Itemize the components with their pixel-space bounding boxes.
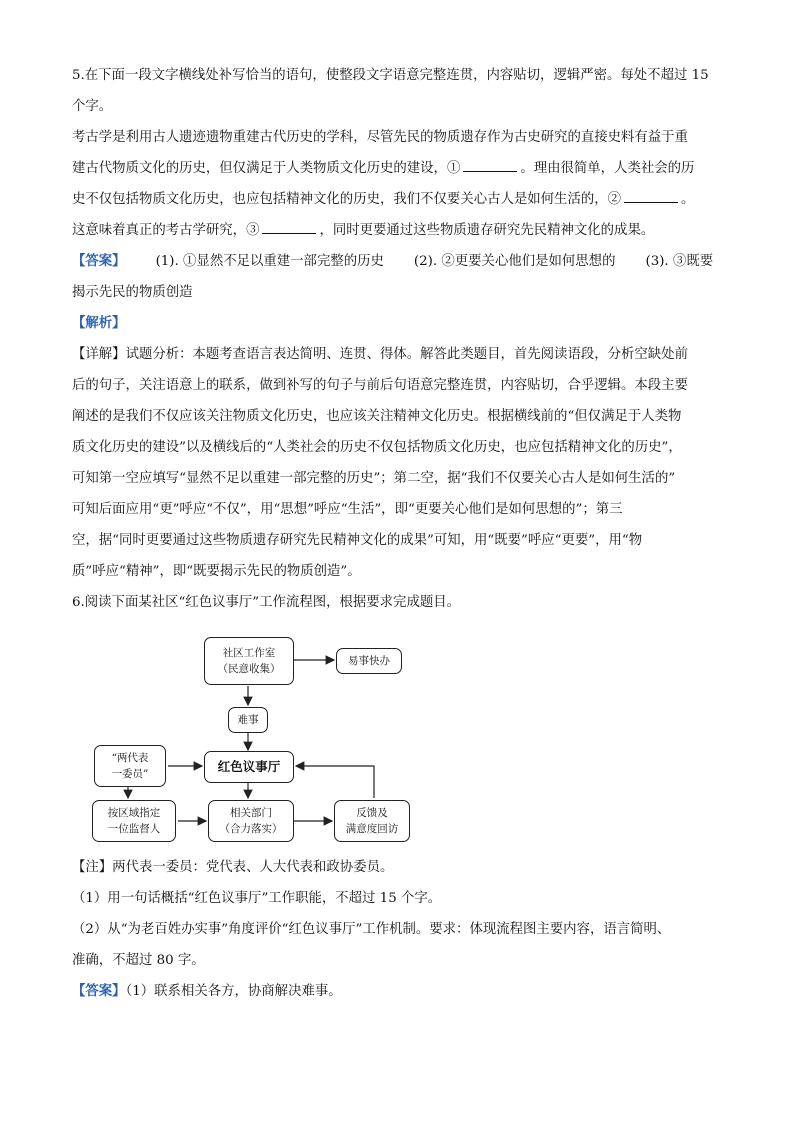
node-feedback: 反馈及 满意度回访 — [334, 800, 410, 842]
answer5-cont: 揭示先民的物质创造 — [72, 285, 193, 300]
blank-line — [624, 190, 678, 203]
blank-marker: ③ — [246, 223, 260, 238]
node-easy: 易事快办 — [336, 648, 402, 674]
answer-1: (1). ①显然不足以重建一部完整的历史 — [155, 254, 384, 269]
answer-2: (2). ②更要关心他们是如何思想的 — [413, 254, 616, 269]
text: 两代表一委员：党代表、人大代表和政协委员。 — [112, 860, 394, 875]
blank-line — [463, 159, 517, 172]
answer-tag: 【答案】 — [72, 983, 126, 999]
detail-tag: 【详解】 — [72, 347, 126, 362]
node-office: 社区工作室 （民意收集） — [204, 637, 294, 685]
q6-answer — [72, 976, 728, 1007]
analysis-line6: 可知后面应用“更”呼应“不仅”，用“思想”呼应“生活”，即“更要关心他们是如何思想的”；第三 — [72, 502, 623, 517]
node-deputies: “两代表 一委员” — [94, 745, 166, 787]
q6-sub2-line2: 准确，不超过 80 字。 — [72, 953, 205, 968]
answer-3: (3). ③既要 — [645, 254, 714, 269]
text: 试题分析：本题考查语言表达简明、连贯、得体。解答此类题目，首先阅读语段，分析空缺处前 — [125, 347, 688, 362]
text: 建古代物质文化的历史，但仅满足于人类物质文化历史的建设， — [72, 161, 447, 176]
page-body — [72, 60, 728, 618]
node-assign: 按区域指定 一位监督人 — [92, 800, 176, 842]
analysis-label: 【解析】 — [72, 315, 126, 331]
q5-passage-line3 — [72, 184, 728, 215]
blank-marker: ① — [446, 161, 461, 176]
answer5-line — [72, 246, 728, 277]
analysis-line1 — [72, 339, 728, 370]
text: 史不仅包括物质文化历史，也应包括精神文化的历史，我们不仅要关心古人是如何生活的， — [72, 192, 608, 207]
blank-marker: ② — [607, 192, 622, 207]
text: 。 — [681, 192, 695, 207]
q5-passage-line2 — [72, 153, 728, 184]
text: 这意味着真正的考古学研究， — [72, 223, 247, 238]
analysis-line2: 后的句子，关注语意上的联系，做到补写的句子与前后句语意完整连贯，内容贴切，合乎逻辑。本段主要 — [72, 378, 688, 393]
q6-sub2-line1: （2）从“为老百姓办实事”角度评价“红色议事厅”工作机制。要求：体现流程图主要内容，语言简明、 — [72, 922, 671, 937]
blank-line — [262, 221, 316, 234]
q5-stem-line1: 5.在下面一段文字横线处补写恰当的语句，使整段文字语意完整连贯，内容贴切，逻辑严密。每处不超过 15 — [72, 68, 709, 83]
analysis-line5: 可知第一空应填写“显然不足以重建一部完整的历史”；第二空，据“我们不仅要关心古人是如何生活的” — [72, 471, 676, 486]
analysis-line4: 质文化历史的建设”以及横线后的“人类社会的历史不仅包括物质文化历史，也应包括精神文化的历史”， — [72, 440, 682, 455]
node-depts: 相关部门 （合力落实） — [208, 800, 294, 842]
q5-passage-line4 — [72, 215, 728, 246]
flowchart — [88, 633, 428, 848]
q6-note — [72, 852, 728, 883]
text: ，同时更要通过这些物质遗存研究先民精神文化的成果。 — [319, 223, 655, 238]
q6-body — [72, 852, 728, 1007]
q5-passage-line1: 考古学是利用古人遗迹遗物重建古代历史的学科，尽管先民的物质遗存作为古史研究的直接史料有益于重 — [72, 130, 688, 145]
node-hall: 红色议事厅 — [204, 751, 294, 783]
analysis-line3: 阐述的是我们不仅应该关注物质文化历史，也应该关注精神文化历史。根据横线前的“但仅满足于人类物 — [72, 409, 682, 424]
analysis-line8: 质”呼应“精神”，即“既要揭示先民的物质创造”。 — [72, 564, 361, 579]
text: （1）联系相关各方，协商解决难事。 — [125, 984, 342, 999]
analysis-line7: 空，据“同时更要通过这些物质遗存研究先民精神文化的成果”可知，用“既要”呼应“更要”，用“物 — [72, 533, 643, 548]
q6-title: 6.阅读下面某社区“红色议事厅”工作流程图，根据要求完成题目。 — [72, 595, 461, 610]
node-hard: 难事 — [228, 707, 268, 733]
analysis-tag — [72, 308, 728, 339]
q5-stem-line2: 个字。 — [72, 99, 113, 114]
answer-tag: 【答案】 — [72, 253, 126, 269]
q6-sub1: （1）用一句话概括“红色议事厅”工作职能，不超过 15 个字。 — [72, 891, 442, 906]
note-tag: 【注】 — [72, 860, 113, 875]
text: 。理由很简单，人类社会的历 — [520, 161, 695, 176]
